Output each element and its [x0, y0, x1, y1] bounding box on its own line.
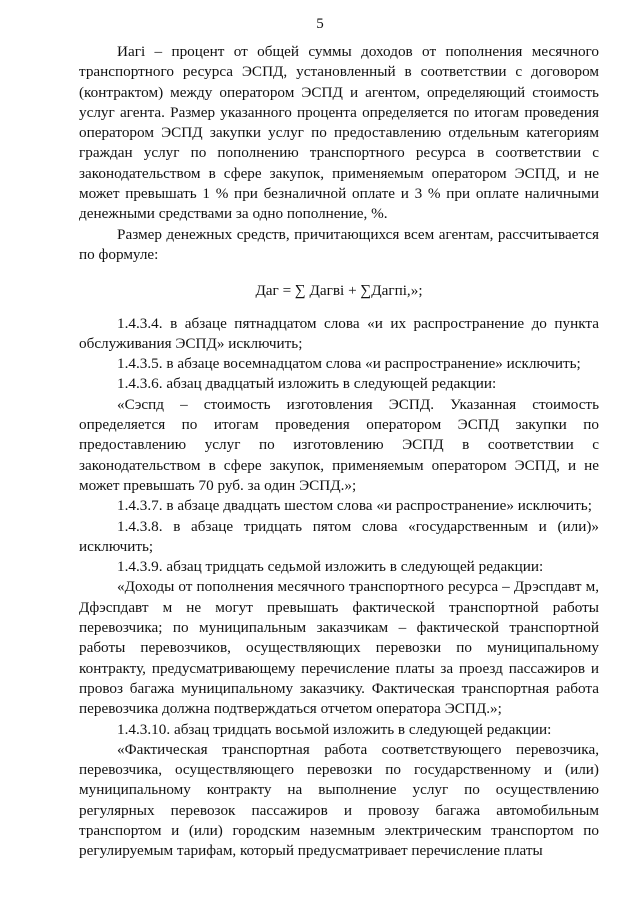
paragraph-actual-transport-work: «Фактическая транспортная работа соответствующего перевозчика, перевозчика, осуществляющего перевозки по государственному и (или) муниципальному контракту на выполнение услуг по осуществлению регулярных перевозок пассажиров и провозу багажа автомобильным транспортом и (или) городским наземным электрическим транспортом по регулируемым тарифам, который предусматривает перечисление платы	[79, 740, 599, 860]
paragraph-formula-intro: Размер денежных средств, причитающихся всем агентам, рассчитывается по формуле:	[79, 225, 599, 263]
paragraph-item-1-4-3-4: 1.4.3.4. в абзаце пятнадцатом слова «и их распространение до пункта обслуживания ЭСПД» исключить;	[79, 314, 599, 352]
paragraph-item-1-4-3-7: 1.4.3.7. в абзаце двадцать шестом слова «и распространение» исключить;	[117, 497, 592, 515]
paragraph-sespd-definition: «Сэспд – стоимость изготовления ЭСПД. Указанная стоимость определяется по итогам проведения оператором ЭСПД закупки по предоставлению услуг по изготовлению ЭСПД в соответствии с законодательством в сфере закупок, применяемым оператором ЭСПД, и не может превышать 70 руб. за один ЭСПД.»;	[79, 395, 599, 494]
paragraph-item-1-4-3-5: 1.4.3.5. в абзаце восемнадцатом слова «и распространение» исключить;	[117, 355, 581, 373]
paragraph-iag-definition: Иагі – процент от общей суммы доходов от пополнения месячного транспортного ресурса ЭСПД, установленный в соответствии с договором (контрактом) между оператором ЭСПД и агентом, определяющий стоимость услуг агента. Размер указанного процента определяется по итогам проведения оператором ЭСПД закупки услуг по предоставлению отдельным категориям граждан услуг по пополнению транспортного ресурса в соответствии с законодательством в сфере закупок, применяемым оператором ЭСПД, и не может превышать 1 % при безналичной оплате и 3 % при оплате наличными денежными средствами за одно пополнение, %.	[79, 43, 599, 223]
formula: Даг = ∑ Дагвi + ∑Дагпi,»;	[255, 282, 423, 300]
paragraph-item-1-4-3-8: 1.4.3.8. в абзаце тридцать пятом слова «государственным и (или)» исключить;	[79, 517, 599, 555]
paragraph-item-1-4-3-9: 1.4.3.9. абзац тридцать седьмой изложить в следующей редакции:	[117, 558, 544, 576]
paragraph-item-1-4-3-6: 1.4.3.6. абзац двадцатый изложить в следующей редакции:	[117, 375, 497, 393]
document-body	[79, 42, 599, 862]
paragraph-income-limit: «Доходы от пополнения месячного транспортного ресурса – Дрэспдавт м, Дфэспдавт м не могут превышать фактической транспортной работы перевозчика; по муниципальным заказчикам – фактической транспортной работы перевозчиков, осуществляющих перевозки по муниципальному контракту, предусматривающему перечисление платы за проезд пассажиров и провоз багажа муниципальному заказчику. Фактическая транспортная работа перевозчика должна подтверждаться отчетом оператора ЭСПД.»;	[79, 578, 599, 718]
paragraph-item-1-4-3-10: 1.4.3.10. абзац тридцать восьмой изложить в следующей редакции:	[117, 720, 552, 738]
page-number: 5	[316, 16, 324, 32]
